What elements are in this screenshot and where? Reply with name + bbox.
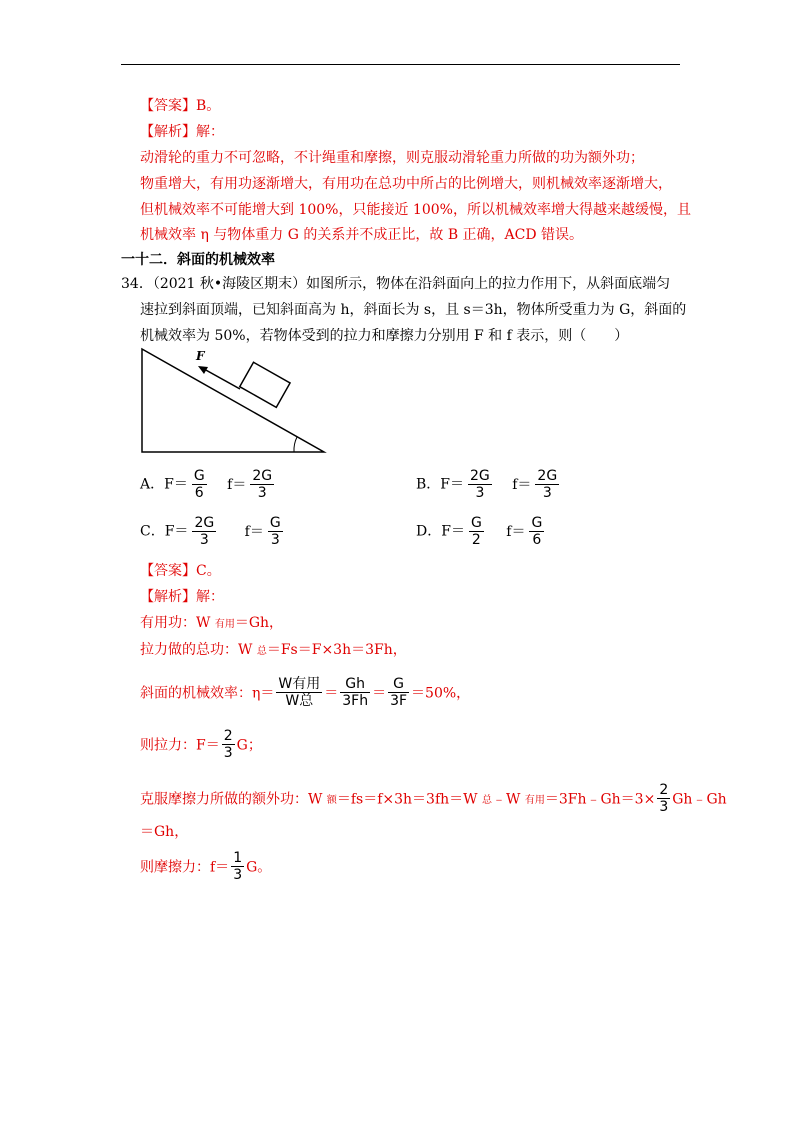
- extra-work-line-2: ＝Gh，: [140, 824, 189, 840]
- option-a[interactable]: A．F＝ $\frac{G}{6}$ f＝ $\frac{2G}{3}$: [140, 468, 273, 501]
- extra-work-line: 克服摩擦力所做的额外功：W 额＝fs＝f×3h＝3fh＝W 总﹣W 有用＝3Fh﹣Gh＝3× $\frac{2}{3}$ Gh﹣Gh: [140, 782, 727, 815]
- solution-answer: 【答案】C。: [140, 563, 221, 579]
- prev-analysis-line-1: 动滑轮的重力不可忽略，不计绳重和摩擦，则克服动滑轮重力所做的功为额外功；: [140, 150, 644, 166]
- useful-work-line: 有用功：W 有用＝Gh，: [140, 615, 284, 631]
- solution-analysis-label: 【解析】解：: [140, 589, 224, 605]
- option-c[interactable]: C．F＝ $\frac{2G}{3}$ f＝ $\frac{G}{3}$: [140, 515, 281, 548]
- section-heading: 一十二．斜面的机械效率: [121, 252, 275, 268]
- total-work-line: 拉力做的总功：W 总＝Fs＝F×3h＝3Fh，: [140, 642, 407, 658]
- efficiency-line: 斜面的机械效率：η＝ $\frac{\text{W有用}}{\text{W总}}$ ＝ $\frac{Gh}{3Fh}$ ＝ $\frac{G}{3F}$ ＝50%，: [140, 676, 471, 709]
- friction-line: 则摩擦力：f＝ $\frac{1}{3}$ G。: [140, 850, 272, 883]
- prev-analysis-label: 【解析】解：: [140, 124, 224, 140]
- incline-triangle: [142, 349, 324, 452]
- question-line-2: 速拉到斜面顶端，已知斜面高为 h，斜面长为 s，且 s＝3h，物体所受重力为 G，斜面的: [140, 302, 687, 318]
- prev-analysis-line-2: 物重增大，有用功逐渐增大，有用功在总功中所占的比例增大，则机械效率逐渐增大，: [140, 176, 672, 192]
- prev-answer: 【答案】B。: [140, 98, 221, 114]
- question-line-1: 34．（2021 秋•海陵区期末）如图所示，物体在沿斜面向上的拉力作用下，从斜面底端匀: [121, 276, 671, 292]
- pull-force-line: 则拉力：F＝ $\frac{2}{3}$ G；: [140, 728, 262, 761]
- header-rule: [121, 64, 680, 65]
- option-d[interactable]: D．F＝ $\frac{G}{2}$ f＝ $\frac{G}{6}$: [416, 515, 543, 548]
- prev-analysis-line-3: 但机械效率不可能增大到 100%，只能接近 100%，所以机械效率增大得越来越缓慢，且: [140, 202, 691, 218]
- prev-analysis-line-4: 机械效率 η 与物体重力 G 的关系并不成正比，故 B 正确，ACD 错误。: [140, 227, 584, 243]
- force-label: F: [196, 349, 205, 363]
- option-b[interactable]: B．F＝ $\frac{2G}{3}$ f＝ $\frac{2G}{3}$: [416, 468, 558, 501]
- incline-figure: [138, 345, 330, 457]
- force-arrow-line: [204, 369, 240, 389]
- sliding-block: [240, 362, 290, 407]
- angle-arc: [294, 437, 297, 452]
- question-line-3: 机械效率为 50%，若物体受到的拉力和摩擦力分别用 F 和 f 表示，则（ ）: [140, 328, 629, 344]
